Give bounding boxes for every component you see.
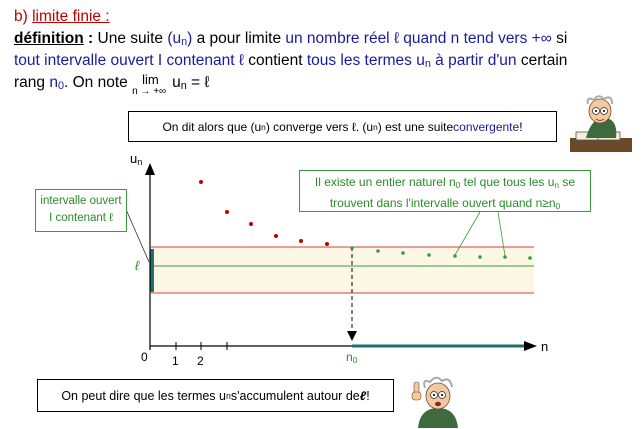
sequence-point-in-interval [427,253,431,257]
sequence-point-in-interval [401,251,405,255]
tick-label-2: 2 [197,354,204,368]
limit-notation: lim n → +∞ [132,72,167,97]
heading-prefix: b) [14,8,33,25]
sequence-point-in-interval [350,246,354,250]
origin-label: 0 [141,350,148,364]
interval-band [151,247,534,293]
open-interval-box: intervalle ouvert I contenant ℓ [35,189,127,232]
n0-explanation-box: Il existe un entier naturel $n_0$ tel que tous les $u_n$ se trouvent dans l'intervalle ouvert quand $n\ge n_0$ [299,170,591,212]
x-axis-label: n [541,339,549,354]
tick-label-1: 1 [172,354,179,368]
sequence-point [249,222,253,226]
sequence-point [225,210,229,214]
sequence-point-in-interval [376,249,380,253]
sequence-point-in-interval [528,256,532,260]
n0-arrow [347,331,357,341]
accumulate-info-box: On peut dire que les termes u n s'accumulent autour de ℓ ! [37,379,394,412]
sequence-point [299,239,303,243]
sequence-point [325,242,329,246]
y-axis-label: $u_n$ [130,151,143,167]
definition-label: définition [14,30,84,47]
x-axis-arrow [524,341,537,351]
limit-label: ℓ [135,258,140,273]
definition-line-3: rang $n_0$. On note lim n → +∞ $u_n$ = ℓ [14,72,210,97]
definition-line-1: définition : Une suite $(u_n)$ a pour limite un nombre réel ℓ quand n tend vers +∞ si [14,30,568,48]
sequence-point [199,180,203,184]
n0-label: $n_0$ [346,350,358,365]
converge-info-box: On dit alors que (u n ) converge vers ℓ. (u n ) est une suite convergente ! [128,111,557,142]
sequence-point-in-interval [453,254,457,258]
left-box-arrow [125,207,149,262]
professor-pointing-illustration [408,374,470,428]
y-axis-arrow [145,163,155,175]
heading-title: limite finie : [32,8,110,25]
sequence-point [274,234,278,238]
sequence-point-in-interval [503,255,507,259]
sequence-point-in-interval [478,255,482,259]
definition-line-2: tout intervalle ouvert I contenant ℓ contient tous les termes $u_n$ à partir d'un certain [14,52,568,70]
